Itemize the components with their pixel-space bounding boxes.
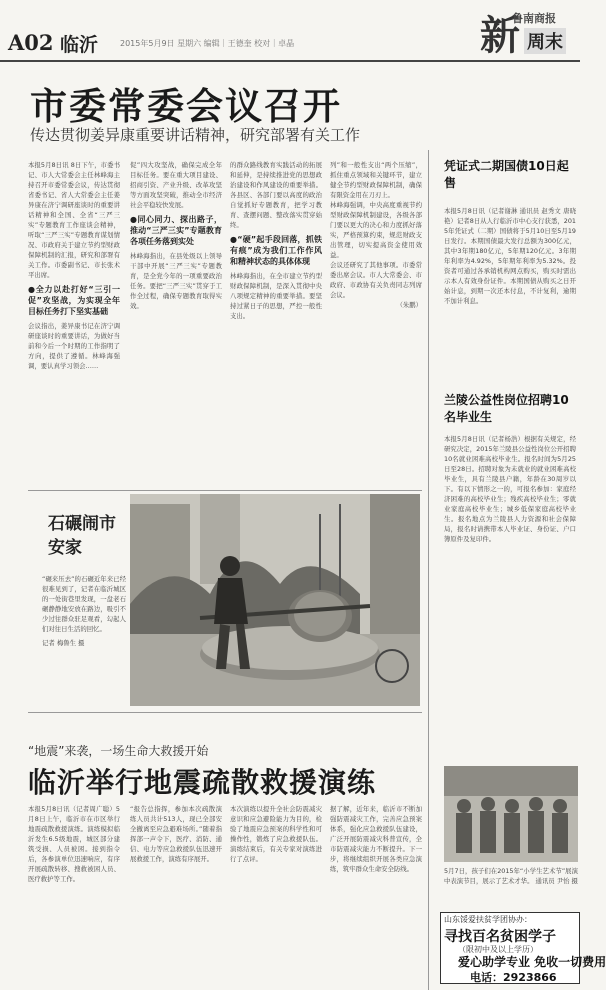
article1-paragraph: 林峰海指出，在县处级以上领导干部中开展“三严三实”专题教育，是全党今年的一项重要政治任务。要把“三严三实”贯穿于工作全过程，确保专题教育取得实效。 bbox=[130, 252, 222, 310]
ad-condition: （限初中及以上学历） bbox=[458, 945, 538, 954]
article1-column-4 bbox=[330, 160, 422, 465]
photo-caption-body: “碾来压去”的石碾近年来已经很难见到了，记者在临沂城区的一处街巷里发现，一盘老石碾静静地安放在路边，吸引不少过往群众驻足观看，勾起人们对往日生活的回忆。 bbox=[42, 575, 126, 633]
page-code: A02 bbox=[8, 30, 54, 55]
article1-paragraph: 促”四大攻坚战，确保完成全年目标任务。要在重大项目建设、招商引资、产业升级、改革攻坚等方面攻坚突破，推动全市经济社会平稳较快发展。 bbox=[130, 161, 222, 209]
main-subheadline: 传达贯彻姜异康重要讲话精神，研究部署有关工作 bbox=[30, 126, 361, 144]
kids-photo-caption: 5月7日，孩子们在2015年“小学生艺术节”展演中表演节目，展示了艺术才华。 通讯员 尹怡 摄 bbox=[444, 867, 578, 885]
brand-week: 周末 bbox=[524, 28, 566, 54]
ad-slogan: 爱心助学专业 免收一切费用 bbox=[458, 955, 606, 969]
article1-paragraph: 列”和一般性支出“两个压缩”，抓住重点领域和关键环节，建立健全节约型财政保障机制，确保有限资金用在刀刃上。 bbox=[330, 161, 422, 199]
article1-column-3 bbox=[230, 160, 322, 465]
bond-article-body: 本报5月8日讯（记者谢淋 通讯员 赵秀文 唐晓艳）记者8日从人行临沂市中心支行获悉，2015年凭证式（二期）国债将于5月10日至5月19日发行。本期国债最大发行总额为300亿元，其中3年期180亿元，5年期120亿元。3年期年利率为4.92%，5年期年利率为5.32%。投资者可通过各承销机构网点购买，购买时需出示本人有效身份证件。本期国债从购买之日开始计息，到期一次还本付息，不计复利，逾期不加计利息。 bbox=[444, 207, 576, 305]
photo-caption-text bbox=[42, 574, 126, 694]
article1-subhead: ●同心同力、探出路子，推动“三严三实”专题教育各项任务落到实处 bbox=[130, 215, 222, 246]
brand-logo-char: 新 bbox=[480, 12, 520, 59]
article1-paragraph: 林峰海指出，在全市建立节约型财政保障机制，是深入贯彻中央八项规定精神的重要举措。要坚持过紧日子的思想，严控一般性支出。 bbox=[230, 272, 322, 320]
stone-roller-photo bbox=[130, 494, 420, 706]
ad-sponsor: 山东馁爱扶贫学团协办： bbox=[444, 915, 532, 924]
brand-name: 鲁南商报 bbox=[512, 12, 556, 25]
kids-performance-photo bbox=[444, 766, 578, 862]
article1-paragraph: 会议指出，姜异康书记在济宁调研座谈时的重要讲话，为做好当前和今后一个时期的工作指明了方向，提供了遵循。林峰海强调，要认真学习领会…… bbox=[28, 322, 120, 370]
article1-paragraph: 本报5月8日讯 8日下午，市委书记、市人大常委会主任林峰海主持召开市委常委会议，传达贯彻省委书记、省人大常委会主任姜异康在济宁调研座谈时的重要讲话精神和全国、全省“三严三实”专题教育工作座谈会精神，听取“三严三实”专题教育谋划情况、市政府关于建立节约型财政保障机制的汇报，研究和部署有关工作。市委副书记、市长张术平出席。 bbox=[28, 161, 120, 279]
jobs-article-body: 本报5月8日讯（记者杨浩）根据有关规定，经研究决定，2015年兰陵县公益性岗位公开招聘10名就业困难高校毕业生。报名时间为5月25日至28日。招聘对象为未就业的就业困难高校毕业生，具有兰陵县户籍，年龄在30周岁以下。有以下情形之一的，可报名参加：家庭经济困难的高校毕业生；残疾高校毕业生；零就业家庭高校毕业生；城乡低保家庭高校毕业生。报名地点为兰陵县人力资源和社会保障局，报名时请携带本人毕业证、身份证、户口簿原件及复印件。 bbox=[444, 435, 576, 543]
article1-byline: （朱鹏） bbox=[396, 301, 422, 309]
jobs-headline: 兰陵公益性岗位招聘10名毕业生 bbox=[444, 393, 569, 424]
photo-rule bbox=[28, 712, 422, 713]
article1-paragraph: 会议还研究了其他事项。市委常委出席会议。市人大常委会、市政府、市政协有关负责同志列席会议。 bbox=[330, 261, 422, 299]
bond-headline: 凭证式二期国债10日起售 bbox=[444, 159, 569, 190]
ad-title: 寻找百名贫困学子 bbox=[444, 929, 556, 945]
drill-column-3: 本次演练以提升全社会防震减灾意识和应急避险能力为目的，检验了地震应急预案的科学性和可操作性，锻炼了应急救援队伍。演练结束后，有关专家对演练进行了点评。 bbox=[230, 805, 322, 863]
section-name: 临沂 bbox=[60, 34, 99, 56]
column-divider bbox=[428, 150, 429, 990]
main-headline: 市委常委会议召开 bbox=[30, 84, 342, 128]
article1-paragraph: 林峰海强调，中央高度重视节约型财政保障机制建设，各级各部门要以更大的决心和力度抓好落实，严格预算约束，规范财政支出管理，切实提高资金使用效益。 bbox=[330, 201, 422, 259]
article1-paragraph: 的群众路线教育实践活动的拓展和延伸，是持续推进党的思想政治建设和作风建设的重要举措。各县区、各部门要以高度的政治自觉抓好专题教育，把学习教育、查摆问题、整改落实贯穿始终。 bbox=[230, 161, 322, 229]
article1-subhead: ●“硬”起手段回落，抓铁有痕”成为我们工作作风和精神状态的具体体现 bbox=[230, 235, 322, 266]
ad-phone: 电话：2923866 bbox=[470, 971, 557, 984]
photo-rule bbox=[28, 490, 422, 491]
drill-kicker: “地震”来袭，一场生命大救援开始 bbox=[28, 744, 209, 758]
article1-subhead: ●全力以赴打好“三引一促”攻坚战，为实现全年目标任务打下坚实基础 bbox=[28, 285, 120, 316]
photo-caption-title: 石碾闹市安家 bbox=[48, 514, 116, 558]
photo-credit: 记者 梅鲁生 摄 bbox=[42, 639, 85, 647]
drill-headline: 临沂举行地震疏散救援演练 bbox=[28, 766, 377, 799]
issue-meta: 2015年5月9日 星期六 编辑｜王德奎 校对｜卓晶 bbox=[120, 39, 295, 48]
drill-column-1: 本报5月8日讯（记者周广聪）5月8日上午，临沂市在市区举行地震疏散救援演练。演练模拟临沂发生6.5级地震，城区部分建筑受损、人员被困。接到指令后，各参演单位迅速响应，有序开展疏散转移、搜救被困人员、医疗救护等工作。 bbox=[28, 805, 120, 883]
drill-column-4: 据了解，近年来，临沂市不断加强防震减灾工作，完善应急预案体系，强化应急救援队伍建设，广泛开展防震减灾科普宣传，全市防震减灾能力不断提升。下一步，将继续组织开展各类应急演练，筑牢群众生命安全防线。 bbox=[330, 805, 422, 873]
article1-column-2 bbox=[130, 160, 222, 465]
article1-column-1 bbox=[28, 160, 120, 465]
drill-column-2: “报告总指挥，参加本次疏散演练人员共计513人，现已全部安全撤离至应急避难场所。”随着指挥部一声令下，医疗、消防、通信、电力等应急救援队伍迅速开展救援工作，演练有序展开。 bbox=[130, 805, 222, 863]
